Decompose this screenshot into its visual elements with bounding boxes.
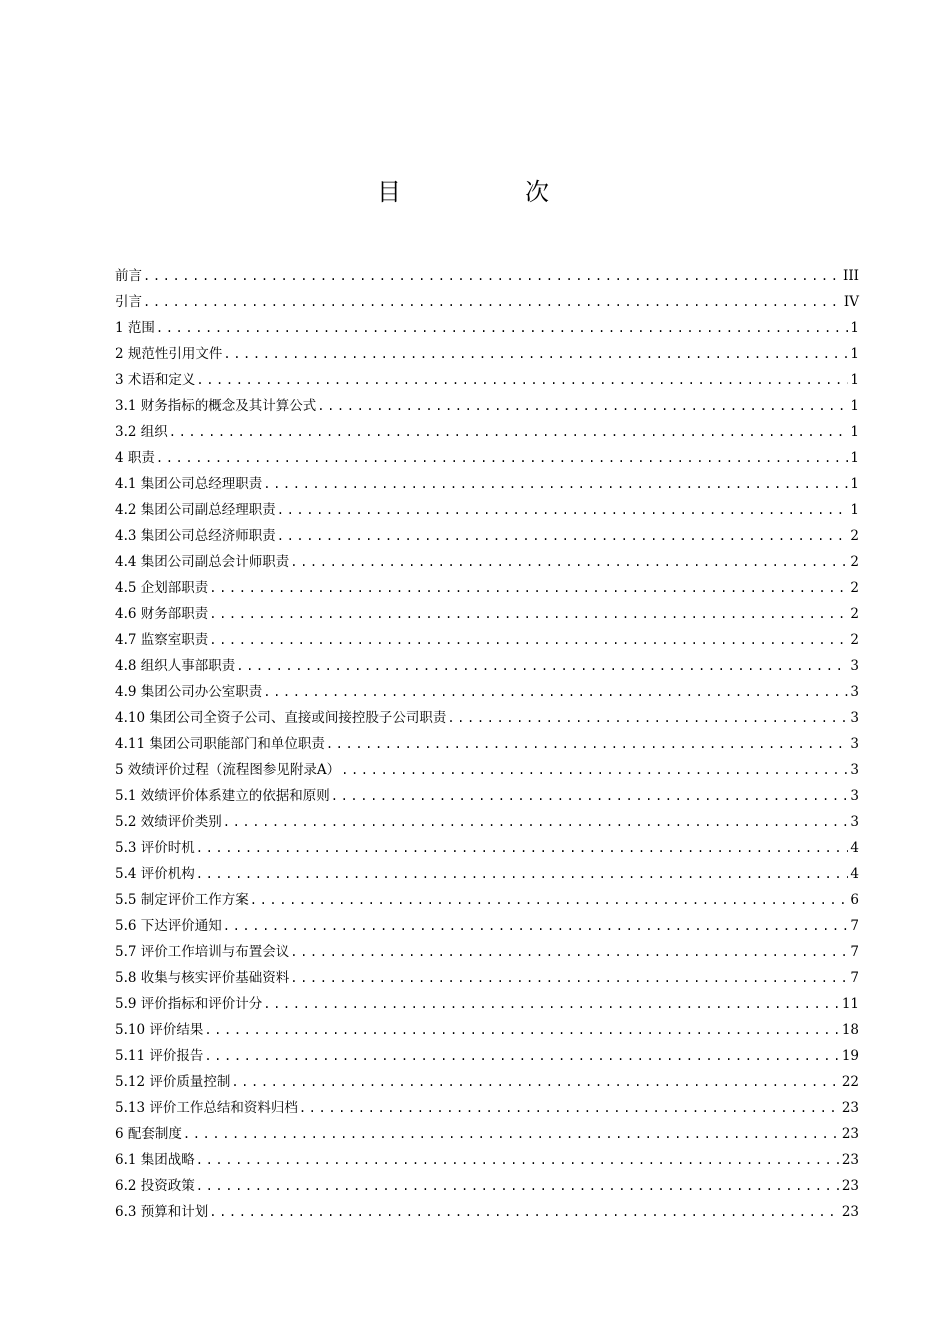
toc-entry-page: 2 [850,606,859,622]
toc-entry[interactable] [115,1095,859,1121]
toc-entry-page: 1 [850,502,859,518]
toc-leader-dots [169,419,849,445]
toc-leader-dots [196,861,849,887]
toc-leader-dots [231,1069,839,1095]
toc-entry-page: 2 [850,554,859,570]
toc-entry[interactable] [115,679,859,705]
toc-entry[interactable] [115,1199,859,1225]
toc-entry[interactable] [115,419,859,445]
toc-entry[interactable] [115,393,859,419]
toc-entry[interactable] [115,1017,859,1043]
toc-entry-page: 1 [850,346,859,362]
toc-entry[interactable] [115,991,859,1017]
toc-leader-dots [317,393,848,419]
toc-entry-page: 22 [841,1074,859,1090]
toc-entry-page: 23 [841,1152,859,1168]
toc-entry[interactable] [115,341,859,367]
toc-entry-title: 6.2 投资政策 [115,1178,195,1194]
toc-entry[interactable] [115,861,859,887]
toc-entry-page: 3 [850,736,859,752]
toc-entry-page: 6 [850,892,859,908]
toc-entry-title: 4.11 集团公司职能部门和单位职责 [115,736,325,752]
toc-leader-dots [277,497,849,523]
toc-leader-dots [277,523,849,549]
toc-entry-page: 1 [850,372,859,388]
toc-entry[interactable] [115,1121,859,1147]
toc-entry-title: 4.9 集团公司办公室职责 [115,684,263,700]
toc-entry-page: 19 [841,1048,859,1064]
toc-entry-title: 3 术语和定义 [115,372,196,388]
toc-leader-dots [331,783,849,809]
toc-leader-dots [341,757,848,783]
toc-entry-page: 7 [850,944,859,960]
toc-entry-page: 4 [850,840,859,856]
toc-entry[interactable] [115,1147,859,1173]
toc-entry-page: 1 [850,450,859,466]
toc-leader-dots [143,289,842,315]
toc-entry-title: 4.7 监察室职责 [115,632,209,648]
toc-entry-page: 2 [850,580,859,596]
toc-entry-title: 3.1 财务指标的概念及其计算公式 [115,398,317,414]
toc-entry-page: 1 [850,320,859,336]
toc-leader-dots [156,445,849,471]
toc-entry-page: 4 [850,866,859,882]
toc-leader-dots [183,1121,840,1147]
toc-entry-page: 1 [850,476,859,492]
toc-leader-dots [143,263,841,289]
toc-entry-page: 11 [841,996,859,1012]
toc-entry-title: 4.3 集团公司总经济师职责 [115,528,276,544]
toc-entry[interactable] [115,549,859,575]
toc-entry[interactable] [115,653,859,679]
toc-entry[interactable] [115,263,859,289]
toc-leader-dots [290,965,848,991]
toc-entry-page: 2 [850,632,859,648]
toc-leader-dots [250,887,849,913]
toc-leader-dots [223,913,849,939]
table-of-contents [115,263,859,1225]
toc-leader-dots [263,471,848,497]
toc-entry[interactable] [115,575,859,601]
toc-entry-title: 5.6 下达评价通知 [115,918,222,934]
toc-entry-title: 5.12 评价质量控制 [115,1074,231,1090]
toc-entry[interactable] [115,965,859,991]
toc-entry-page: 7 [850,970,859,986]
toc-entry-page: IV [843,294,859,310]
toc-entry-title: 4.1 集团公司总经理职责 [115,476,263,492]
toc-leader-dots [209,627,848,653]
toc-entry[interactable] [115,887,859,913]
toc-entry-title: 4 职责 [115,450,155,466]
toc-entry-page: 3 [850,710,859,726]
toc-entry-title: 引言 [115,294,142,310]
toc-leader-dots [204,1017,839,1043]
toc-entry[interactable] [115,627,859,653]
toc-entry-page: 23 [841,1100,859,1116]
toc-entry-title: 4.8 组织人事部职责 [115,658,236,674]
toc-entry[interactable] [115,497,859,523]
toc-entry-page: 1 [850,424,859,440]
toc-leader-dots [447,705,848,731]
toc-leader-dots [223,809,849,835]
toc-entry-page: 23 [841,1126,859,1142]
toc-entry[interactable] [115,471,859,497]
toc-entry[interactable] [115,289,859,315]
toc-leader-dots [196,367,848,393]
toc-entry-title: 6.3 预算和计划 [115,1204,209,1220]
toc-leader-dots [263,679,848,705]
toc-leader-dots [290,549,848,575]
toc-entry-title: 1 范围 [115,320,155,336]
toc-entry[interactable] [115,757,859,783]
toc-entry-title: 6.1 集团战略 [115,1152,195,1168]
toc-entry-title: 5.13 评价工作总结和资料归档 [115,1100,298,1116]
toc-leader-dots [209,601,848,627]
toc-entry-title: 4.4 集团公司副总会计师职责 [115,554,290,570]
toc-entry-title: 4.5 企划部职责 [115,580,209,596]
toc-entry[interactable] [115,705,859,731]
toc-entry-title: 5.1 效绩评价体系建立的依据和原则 [115,788,330,804]
toc-entry-title: 前言 [115,268,142,284]
toc-entry-title: 4.10 集团公司全资子公司、直接或间接控股子公司职责 [115,710,447,726]
toc-leader-dots [263,991,840,1017]
toc-entry[interactable] [115,601,859,627]
toc-leader-dots [156,315,849,341]
toc-leader-dots [299,1095,840,1121]
toc-entry-title: 5.3 评价时机 [115,840,195,856]
toc-entry-title: 5.4 评价机构 [115,866,195,882]
toc-entry-title: 4.6 财务部职责 [115,606,209,622]
toc-entry-page: 3 [850,762,859,778]
toc-entry-page: 1 [850,398,859,414]
toc-entry-page: 23 [841,1178,859,1194]
toc-leader-dots [223,341,848,367]
toc-entry[interactable] [115,367,859,393]
toc-leader-dots [209,1199,840,1225]
toc-entry[interactable] [115,1173,859,1199]
toc-entry-page: 3 [850,658,859,674]
toc-entry-title: 5 效绩评价过程（流程图参见附录A） [115,762,341,778]
toc-leader-dots [196,1147,840,1173]
toc-entry-title: 5.10 评价结果 [115,1022,204,1038]
toc-leader-dots [290,939,848,965]
toc-entry-page: 2 [850,528,859,544]
toc-entry-title: 5.9 评价指标和评价计分 [115,996,263,1012]
toc-entry-title: 2 规范性引用文件 [115,346,223,362]
toc-leader-dots [196,835,849,861]
toc-entry[interactable] [115,315,859,341]
toc-entry-title: 5.11 评价报告 [115,1048,204,1064]
toc-leader-dots [326,731,849,757]
toc-entry[interactable] [115,835,859,861]
toc-entry[interactable] [115,783,859,809]
toc-entry[interactable] [115,445,859,471]
toc-entry-page: III [843,268,859,284]
toc-entry-page: 3 [850,788,859,804]
toc-entry-title: 5.5 制定评价工作方案 [115,892,249,908]
toc-entry-page: 7 [850,918,859,934]
toc-entry-title: 3.2 组织 [115,424,168,440]
toc-entry-title: 5.2 效绩评价类别 [115,814,222,830]
toc-heading: 目 次 [377,178,599,206]
toc-entry-title: 4.2 集团公司副总经理职责 [115,502,276,518]
toc-entry[interactable] [115,809,859,835]
toc-entry[interactable] [115,523,859,549]
toc-entry[interactable] [115,1069,859,1095]
toc-entry-page: 3 [850,814,859,830]
toc-entry[interactable] [115,913,859,939]
toc-leader-dots [196,1173,840,1199]
toc-leader-dots [204,1043,839,1069]
toc-entry[interactable] [115,939,859,965]
toc-entry-page: 3 [850,684,859,700]
toc-entry[interactable] [115,1043,859,1069]
toc-leader-dots [209,575,848,601]
toc-entry-title: 6 配套制度 [115,1126,182,1142]
toc-entry-page: 18 [841,1022,859,1038]
toc-entry-page: 23 [841,1204,859,1220]
toc-entry[interactable] [115,731,859,757]
toc-entry-title: 5.7 评价工作培训与布置会议 [115,944,290,960]
toc-entry-title: 5.8 收集与核实评价基础资料 [115,970,290,986]
toc-leader-dots [236,653,848,679]
